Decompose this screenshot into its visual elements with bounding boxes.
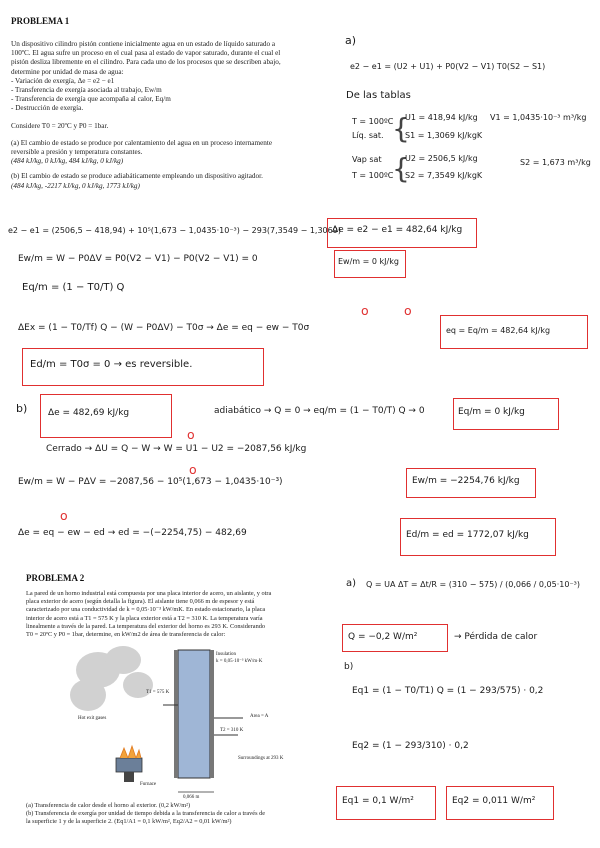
cancel-mark: o [60, 508, 68, 523]
exergy-change-equation: e2 − e1 = (U2 + U1) + P0(V2 − V1) T0(S2 − S1) [350, 62, 546, 71]
statement-line: La pared de un horno industrial está compuesta por una placa interior de acero, un aislante, y otra [26, 590, 272, 597]
problem2-title: PROBLEMA 2 [26, 573, 85, 583]
question-line: (a) Transferencia de calor desde el horno al exterior. (0,2 kW/m²) [26, 802, 191, 809]
t2-label: T2 = 310 K [220, 728, 244, 733]
ed-line: Δe = eq − ew − ed → ed = −(−2254,75) − 482,69 [18, 528, 247, 538]
problem1-title: PROBLEMA 1 [11, 16, 70, 26]
liquid-u: U1 = 418,94 kJ/kg [405, 113, 478, 122]
statement-line: - Variación de exergía, Δe = e2 − e1 [11, 76, 115, 85]
cancel-mark: o [187, 427, 195, 442]
part-a-label: a) [345, 34, 357, 47]
part-a-line: reversible a presión y temperatura constantes. [11, 148, 143, 157]
conditions: Considere T0 = 20ºC y P0 = 1bar. [11, 121, 109, 130]
vapor-temp: T = 100ºC [352, 171, 394, 180]
statement-line: 100ºC. El agua sufre un proceso en el cual pasa al estado de vapor saturado, durante el cual el [11, 49, 281, 58]
problem1-statement [11, 40, 331, 191]
insulation-label: Insulation [216, 652, 236, 657]
p2-eq1-result: Eq1 = 0,1 W/m² [342, 796, 414, 806]
statement-line: determine por unidad de masa de agua: [11, 67, 124, 76]
tables-heading: De las tablas [346, 90, 411, 101]
vapor-u: U2 = 2506,5 kJ/kg [405, 154, 478, 163]
work-line-2: Ew/m = W − P0ΔV = P0(V2 − V1) − P0(V2 − V1) = 0 [18, 254, 258, 264]
b-ew-result: Ew/m = −2254,76 kJ/kg [412, 476, 520, 486]
vapor-s: S2 = 7,3549 kJ/kgK [405, 171, 483, 180]
liquid-s: S1 = 1,3069 kJ/kgK [405, 131, 483, 140]
b-ed-result: Ed/m = ed = 1772,07 kJ/kg [406, 530, 529, 540]
p2-part-a-label: a) [346, 578, 357, 589]
cancel-mark: o [404, 303, 412, 318]
statement-line: pistón desliza libremente en el cilindro. Para cada uno de los procesos que se describen abajo, [11, 58, 281, 67]
brace-icon: { [392, 112, 410, 145]
liquid-state: Líq. sat. [352, 131, 384, 140]
t1-label: T1 = 575 K [146, 690, 170, 695]
furnace-wall-figure [28, 640, 296, 800]
thickness-label: 0,066 m [183, 795, 200, 800]
statement-line: Un dispositivo cilindro pistón contiene inicialmente agua en un estado de líquido saturado a [11, 40, 276, 48]
p2-eq1-equation: Eq1 = (1 − T0/T1) Q = (1 − 293/575) · 0,2 [352, 686, 544, 696]
b-delta-e: Δe = 482,69 kJ/kg [48, 408, 130, 418]
statement-line: T0 = 20ºC y P0 = 1bar, determine, en kW/m2 de área de transferencia de calor: [26, 631, 226, 639]
p2-eq2-equation: Eq2 = (1 − 293/310) · 0,2 [352, 741, 469, 751]
question-line: (b) Transferencia de exergía por unidad de tiempo debida a la transferencia de calor a través de [26, 810, 266, 818]
vapor-v: S2 = 1,673 m³/kg [520, 158, 591, 167]
hot-gases-label: Hot exit gases [78, 716, 107, 721]
statement-line: - Destrucción de exergía. [11, 104, 84, 113]
part-b-line: (b) El cambio de estado se produce adiabáticamente empleando un dispositivo agitador. [11, 172, 263, 181]
problem2-statement [26, 590, 304, 639]
furnace-label: Furnace [140, 782, 157, 787]
p2-eq2-result: Eq2 = 0,011 W/m² [452, 796, 536, 806]
p2-part-b-label: b) [344, 662, 354, 672]
closed-line: Cerrado → ΔU = Q − W → W = U1 − U2 = −2087,56 kJ/kg [46, 444, 307, 454]
p2-heat-equation: Q = UA ΔT = Δt/R = (310 − 575) / (0,066 / 0,05·10⁻³) [366, 580, 580, 589]
statement-line: caracterizado por una conductividad de k = 0,05·10⁻³ kW/mK. En estado estacionario, la placa [26, 606, 266, 614]
statement-line: placa exterior de acero (según detalla la figura). El aislante tiene 0,066 m de espesor y está [26, 598, 255, 606]
statement-line: - Transferencia de exergía que acompaña al calor, Eq/m [11, 95, 171, 104]
eq-result: eq = Eq/m = 482,64 kJ/kg [446, 326, 551, 335]
ew-result: Ew/m = 0 kJ/kg [338, 257, 399, 266]
cancel-mark: o [189, 462, 197, 477]
area-label: Area = A [250, 714, 269, 719]
question-line: la superficie 1 y de la superficie 2. (Eq1/A1 = 0,1 kW/m², Eq2/A2 = 0,01 kW/m²) [26, 818, 232, 826]
destruction-result: Ed/m = T0σ = 0 → es reversible. [30, 359, 193, 370]
liquid-v: V1 = 1,0435·10⁻³ m³/kg [490, 113, 587, 122]
part-b-label: b) [16, 402, 28, 415]
part-b-answers: (484 kJ/kg, -2217 kJ/kg, 0 kJ/kg, 1773 kJ/kg) [11, 181, 140, 190]
heat-loss-note: → Pérdida de calor [454, 632, 538, 642]
surroundings-label: Surroundings at 293 K [238, 756, 284, 761]
problem2-questions [26, 802, 316, 827]
adiabatic-line: adiabático → Q = 0 → eq/m = (1 − T0/T) Q → 0 [214, 406, 425, 416]
cancel-mark: o [361, 303, 369, 318]
work-line-1: e2 − e1 = (2506,5 − 418,94) + 10⁵(1,673 − 1,0435·10⁻³) − 293(7,3549 − 1,3069) [8, 226, 341, 235]
part-a-line: (a) El cambio de estado se produce por calentamiento del agua en un proceso internamente [11, 138, 273, 147]
p2-q-result: Q = −0,2 W/m² [348, 632, 418, 642]
ew-line: Ew/m = W − PΔV = −2087,56 − 10⁵(1,673 − 1,0435·10⁻³) [18, 477, 283, 487]
work-line-3: Eq/m = (1 − T0/T) Q [22, 282, 125, 293]
k-label: k = 0,05·10⁻³ kW/m·K [216, 659, 263, 664]
statement-line: linealmente a través de la pared. La temperatura del exterior del horno es 293 K. Considerando [26, 622, 266, 630]
part-a-answers: (484 kJ/kg, 0 kJ/kg, 484 kJ/kg, 0 kJ/kg) [11, 157, 124, 166]
delta-e-result: Δe = e2 − e1 = 482,64 kJ/kg [332, 225, 463, 235]
liquid-temp: T = 100ºC [352, 117, 394, 126]
brace-icon: { [392, 152, 410, 185]
vapor-state: Vap sat [352, 155, 382, 164]
statement-line: - Transferencia de exergía asociada al trabajo, Ew/m [11, 86, 162, 95]
statement-line: interior de acero está a T1 = 575 K y la placa exterior está a T2 = 310 K. La temperatura varía [26, 614, 263, 622]
b-eq-result: Eq/m = 0 kJ/kg [458, 407, 525, 417]
work-line-4: ΔEx = (1 − T0/Tf) Q − (W − P0ΔV) − T0σ → Δe = eq − ew − T0σ [18, 323, 310, 333]
